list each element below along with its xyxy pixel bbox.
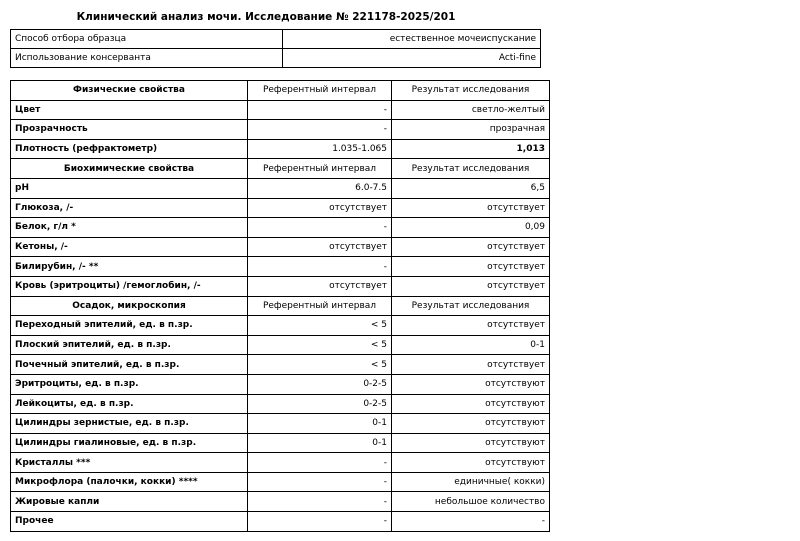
result-value: прозрачная [392, 120, 550, 140]
results-table [10, 80, 550, 532]
reference-value: отсутствует [248, 276, 392, 296]
parameter-name: Почечный эпителий, ед. в п.зр. [11, 355, 248, 375]
parameter-name: Белок, г/л * [11, 218, 248, 238]
reference-value: - [248, 257, 392, 277]
info-row [11, 30, 541, 49]
result-header: Результат исследования [392, 159, 550, 179]
parameter-name: Цвет [11, 100, 248, 120]
table-row [11, 335, 550, 355]
table-row [11, 139, 550, 159]
sample-info-table [10, 29, 541, 68]
parameter-name: Переходный эпителий, ед. в п.зр. [11, 316, 248, 336]
parameter-name: Кристаллы *** [11, 453, 248, 473]
reference-interval-header: Референтный интервал [248, 81, 392, 101]
parameter-name: Жировые капли [11, 492, 248, 512]
section-title: Физические свойства [11, 81, 248, 101]
table-row [11, 414, 550, 434]
result-value: светло-желтый [392, 100, 550, 120]
reference-value: - [248, 120, 392, 140]
result-value: отсутствуют [392, 453, 550, 473]
table-row [11, 512, 550, 532]
result-value: единичные( кокки) [392, 472, 550, 492]
result-value: небольшое количество [392, 492, 550, 512]
result-value: отсутствуют [392, 374, 550, 394]
reference-value: - [248, 472, 392, 492]
reference-value: - [248, 492, 392, 512]
result-value: отсутствуют [392, 394, 550, 414]
result-value: отсутствует [392, 198, 550, 218]
info-label: Способ отбора образца [11, 30, 283, 49]
reference-interval-header: Референтный интервал [248, 296, 392, 316]
result-value: отсутствуют [392, 414, 550, 434]
reference-value: - [248, 218, 392, 238]
result-value: 6,5 [392, 178, 550, 198]
section-header-row [11, 81, 550, 101]
table-row [11, 472, 550, 492]
section-header-row [11, 296, 550, 316]
parameter-name: Прочее [11, 512, 248, 532]
table-row [11, 237, 550, 257]
parameter-name: Глюкоза, /- [11, 198, 248, 218]
result-value: - [392, 512, 550, 532]
table-row [11, 120, 550, 140]
table-row [11, 394, 550, 414]
parameter-name: Кровь (эритроциты) /гемоглобин, /- [11, 276, 248, 296]
result-header: Результат исследования [392, 296, 550, 316]
info-value: естественное мочеиспускание [283, 30, 541, 49]
parameter-name: Цилиндры гиалиновые, ед. в п.зр. [11, 433, 248, 453]
reference-value: 0-2-5 [248, 394, 392, 414]
reference-interval-header: Референтный интервал [248, 159, 392, 179]
info-value: Acti-fine [283, 49, 541, 68]
parameter-name: Билирубин, /- ** [11, 257, 248, 277]
result-value: 0,09 [392, 218, 550, 238]
parameter-name: Эритроциты, ед. в п.зр. [11, 374, 248, 394]
reference-value: < 5 [248, 316, 392, 336]
reference-value: < 5 [248, 355, 392, 375]
table-row [11, 100, 550, 120]
parameter-name: Цилиндры зернистые, ед. в п.зр. [11, 414, 248, 434]
table-row [11, 316, 550, 336]
result-value: отсутствует [392, 355, 550, 375]
parameter-name: Лейкоциты, ед. в п.зр. [11, 394, 248, 414]
table-row [11, 198, 550, 218]
reference-value: 0-1 [248, 414, 392, 434]
table-row [11, 453, 550, 473]
reference-value: - [248, 453, 392, 473]
parameter-name: Микрофлора (палочки, кокки) **** [11, 472, 248, 492]
section-header-row [11, 159, 550, 179]
table-row [11, 218, 550, 238]
parameter-name: Плотность (рефрактометр) [11, 139, 248, 159]
reference-value: 0-2-5 [248, 374, 392, 394]
parameter-name: pH [11, 178, 248, 198]
reference-value: < 5 [248, 335, 392, 355]
table-row [11, 276, 550, 296]
reference-value: 0-1 [248, 433, 392, 453]
reference-value: - [248, 512, 392, 532]
document-title: Клинический анализ мочи. Исследование № 221178-2025/201 [76, 11, 456, 23]
result-value: отсутствуют [392, 433, 550, 453]
reference-value: отсутствует [248, 237, 392, 257]
result-header: Результат исследования [392, 81, 550, 101]
info-label: Использование консерванта [11, 49, 283, 68]
table-row [11, 257, 550, 277]
info-row [11, 49, 541, 68]
result-value: отсутствует [392, 257, 550, 277]
result-value: отсутствует [392, 237, 550, 257]
reference-value: - [248, 100, 392, 120]
table-row [11, 433, 550, 453]
table-row [11, 178, 550, 198]
parameter-name: Плоский эпителий, ед. в п.зр. [11, 335, 248, 355]
result-value: отсутствует [392, 276, 550, 296]
result-value: отсутствует [392, 316, 550, 336]
table-row [11, 374, 550, 394]
table-row [11, 492, 550, 512]
result-value: 0-1 [392, 335, 550, 355]
table-row [11, 355, 550, 375]
reference-value: отсутствует [248, 198, 392, 218]
reference-value: 1.035-1.065 [248, 139, 392, 159]
parameter-name: Кетоны, /- [11, 237, 248, 257]
section-title: Осадок, микроскопия [11, 296, 248, 316]
reference-value: 6.0-7.5 [248, 178, 392, 198]
result-value: 1,013 [392, 139, 550, 159]
parameter-name: Прозрачность [11, 120, 248, 140]
section-title: Биохимические свойства [11, 159, 248, 179]
